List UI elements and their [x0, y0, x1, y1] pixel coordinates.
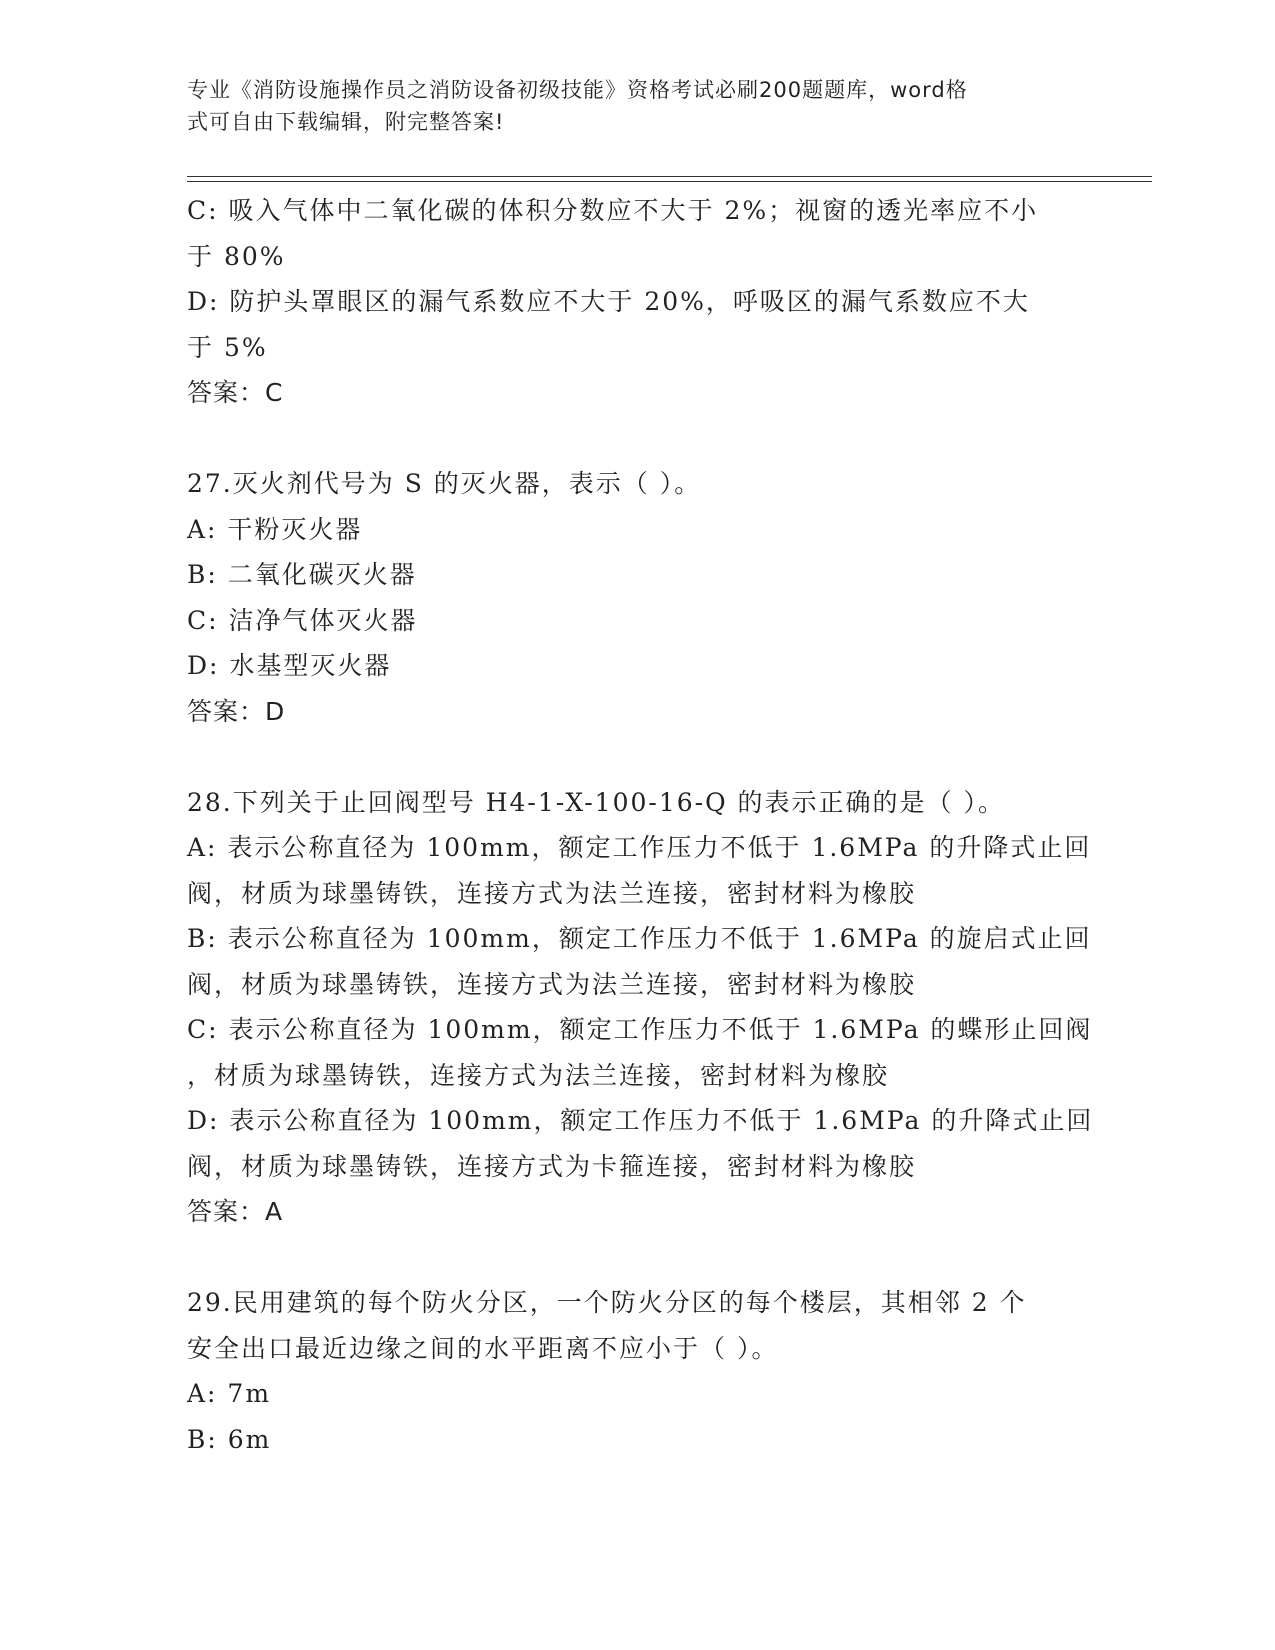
answer: 答案：D	[187, 696, 286, 726]
answer: 答案：C	[187, 378, 284, 407]
answer: 答案：A	[187, 1197, 284, 1226]
option-b: B: 6m	[187, 1424, 272, 1454]
header-divider-bottom	[187, 181, 1152, 182]
option-a-line-2: 阀，材质为球墨铸铁，连接方式为法兰连接，密封材料为橡胶	[187, 878, 917, 908]
question-content	[187, 188, 1094, 1462]
option-c-line-2: 于 80%	[187, 241, 286, 271]
question-text-line-1: 29.民用建筑的每个防火分区，一个防火分区的每个楼层，其相邻 2 个	[187, 1288, 1027, 1317]
option-b-line-2: 阀，材质为球墨铸铁，连接方式为法兰连接，密封材料为橡胶	[187, 969, 917, 999]
option-a-line-1: A: 表示公称直径为 100mm，额定工作压力不低于 1.6MPa 的升降式止回	[187, 833, 1092, 862]
header-line-2: 式可自由下载编辑，附完整答案!	[187, 110, 505, 134]
document-header	[187, 74, 1067, 138]
option-d-line-2: 阀，材质为球墨铸铁，连接方式为卡箍连接，密封材料为橡胶	[187, 1151, 917, 1181]
question-text-line-2: 安全出口最近边缘之间的水平距离不应小于（ ）。	[187, 1333, 779, 1363]
option-b-line-1: B: 表示公称直径为 100mm，额定工作压力不低于 1.6MPa 的旋启式止回	[187, 924, 1092, 953]
question-text: 28.下列关于止回阀型号 H4-1-X-100-16-Q 的表示正确的是（ ）。	[187, 787, 1005, 817]
option-d: D: 水基型灭火器	[187, 651, 392, 680]
question-28	[187, 780, 1094, 1235]
header-line-1: 专业《消防设施操作员之消防设备初级技能》资格考试必刷200题题库，word格	[187, 78, 968, 102]
header-divider-top	[187, 176, 1152, 177]
option-c-line-2: ，材质为球墨铸铁，连接方式为法兰连接，密封材料为橡胶	[187, 1060, 890, 1090]
question-27	[187, 461, 1087, 734]
option-d-line-2: 于 5%	[187, 332, 268, 362]
question-29	[187, 1280, 1087, 1462]
option-c-line-1: C: 表示公称直径为 100mm，额定工作压力不低于 1.6MPa 的蝶形止回阀	[187, 1015, 1093, 1044]
question-26-tail	[187, 188, 1087, 416]
option-c-line-1: C: 吸入气体中二氧化碳的体积分数应不大于 2%；视窗的透光率应不小	[187, 196, 1039, 225]
option-d-line-1: D: 防护头罩眼区的漏气系数应不大于 20%，呼吸区的漏气系数应不大	[187, 287, 1030, 316]
option-d-line-1: D: 表示公称直径为 100mm，额定工作压力不低于 1.6MPa 的升降式止回	[187, 1106, 1094, 1135]
option-a: A: 干粉灭火器	[187, 514, 363, 544]
option-b: B: 二氧化碳灭火器	[187, 560, 417, 589]
question-text: 27.灭火剂代号为 S 的灭火器，表示（ ）。	[187, 469, 702, 498]
option-c: C: 洁净气体灭火器	[187, 605, 418, 635]
option-a: A: 7m	[187, 1379, 272, 1408]
